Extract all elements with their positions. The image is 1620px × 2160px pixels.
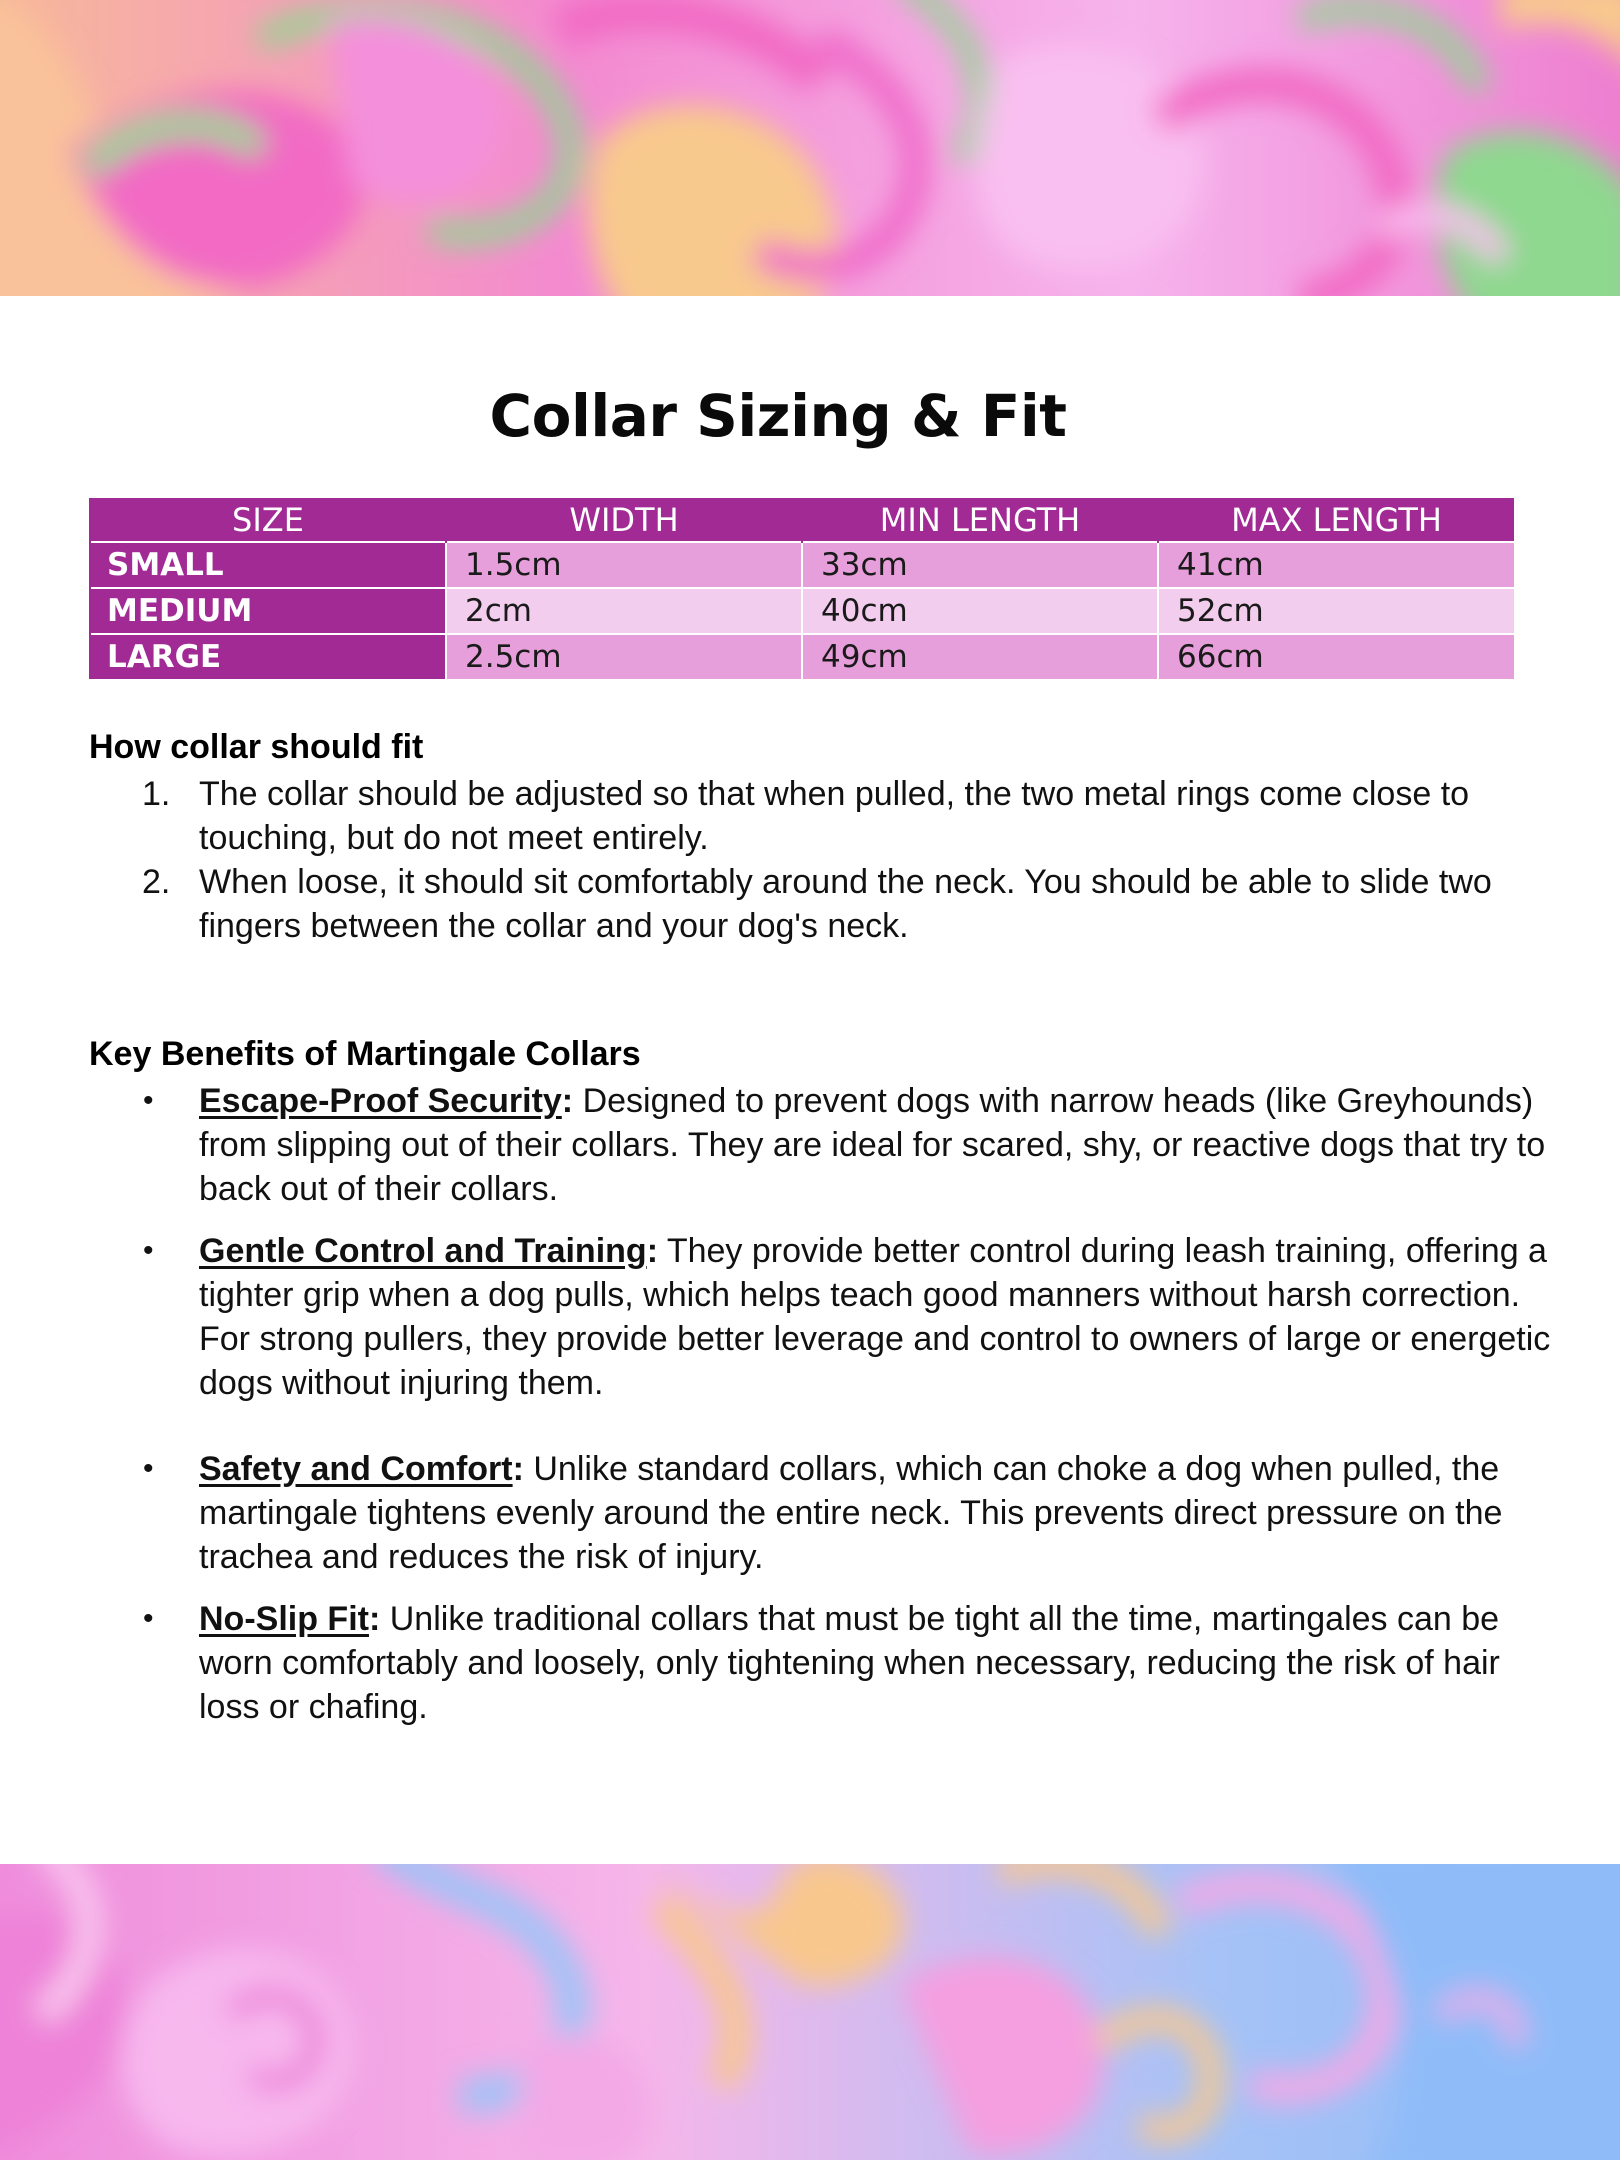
size-chart-table	[89, 498, 1514, 679]
top-swirl-banner	[0, 0, 1620, 296]
swirl-pattern-bottom	[0, 1864, 1620, 2160]
list-item	[0, 1079, 1560, 1211]
table-header-row	[90, 498, 1514, 542]
table-row	[90, 634, 1514, 679]
header-max-length: MAX LENGTH	[1158, 498, 1514, 542]
max-length-cell: 52cm	[1158, 588, 1514, 634]
width-cell: 2.5cm	[446, 634, 802, 679]
benefit-term-text: Gentle Control and Training	[199, 1232, 647, 1270]
max-length-cell: 41cm	[1158, 542, 1514, 588]
list-item	[0, 772, 1560, 860]
benefit-term-text: No-Slip Fit	[199, 1600, 369, 1638]
list-number: 2.	[142, 863, 171, 901]
bottom-swirl-banner	[0, 1864, 1620, 2160]
benefit-term	[199, 1600, 380, 1638]
min-length-cell: 49cm	[802, 634, 1158, 679]
benefit-term	[199, 1082, 573, 1120]
benefit-term-colon: :	[368, 1600, 381, 1638]
swirl-pattern-top	[0, 0, 1620, 296]
list-item	[0, 1597, 1560, 1729]
benefits-section-heading: Key Benefits of Martingale Collars	[89, 1035, 641, 1073]
table-row	[90, 542, 1514, 588]
width-cell: 2cm	[446, 588, 802, 634]
min-length-cell: 33cm	[802, 542, 1158, 588]
benefit-term	[199, 1450, 524, 1488]
size-cell: MEDIUM	[90, 588, 446, 634]
benefit-description: Unlike traditional collars that must be tight all the time, martingales can be worn comfortably and loosely, only tightening when necessary, reducing the risk of hair loss or chafing.	[199, 1600, 1500, 1726]
table-row	[90, 588, 1514, 634]
min-length-cell: 40cm	[802, 588, 1158, 634]
benefit-term-text: Escape-Proof Security	[199, 1082, 562, 1120]
list-item-text: The collar should be adjusted so that when pulled, the two metal rings come close to touching, but do not meet entirely.	[199, 775, 1470, 857]
bullet-icon: •	[143, 1234, 154, 1267]
benefit-term-colon: :	[561, 1082, 574, 1120]
width-cell: 1.5cm	[446, 542, 802, 588]
benefit-description: Designed to prevent dogs with narrow heads (like Greyhounds) from slipping out of their collars. They are ideal for scared, shy, or reactive dogs that try to back out of their collars.	[199, 1082, 1546, 1208]
benefit-term-text: Safety and Comfort	[199, 1450, 513, 1488]
benefit-description: They provide better control during leash training, offering a tighter grip when a dog pulls, which helps teach good manners without harsh correction. For strong pullers, they provide better leverage and control to owners of large or energetic dogs without injuring them.	[199, 1232, 1551, 1402]
max-length-cell: 66cm	[1158, 634, 1514, 679]
bullet-icon: •	[143, 1084, 154, 1117]
header-width: WIDTH	[446, 498, 802, 542]
benefit-term-colon: :	[512, 1450, 524, 1488]
benefit-description: Unlike standard collars, which can choke a dog when pulled, the martingale tightens evenly around the entire neck. This prevents direct pressure on the trachea and reduces the risk of injury.	[199, 1450, 1503, 1576]
header-size: SIZE	[90, 498, 446, 542]
benefit-term-colon: :	[646, 1232, 659, 1270]
fit-instructions-list	[0, 772, 1560, 948]
size-cell: SMALL	[90, 542, 446, 588]
list-number: 1.	[142, 775, 171, 813]
benefits-list	[0, 1079, 1560, 1729]
list-item-text: When loose, it should sit comfortably around the neck. You should be able to slide two fingers between the collar and your dog's neck.	[199, 863, 1492, 945]
list-item	[0, 1229, 1560, 1405]
header-min-length: MIN LENGTH	[802, 498, 1158, 542]
benefit-term	[199, 1232, 658, 1270]
bullet-icon: •	[143, 1452, 154, 1485]
bullet-icon: •	[143, 1602, 154, 1635]
list-item	[0, 860, 1560, 948]
fit-section-heading: How collar should fit	[89, 728, 424, 766]
page-title: Collar Sizing & Fit	[489, 382, 1067, 450]
list-item	[0, 1447, 1560, 1579]
size-cell: LARGE	[90, 634, 446, 679]
